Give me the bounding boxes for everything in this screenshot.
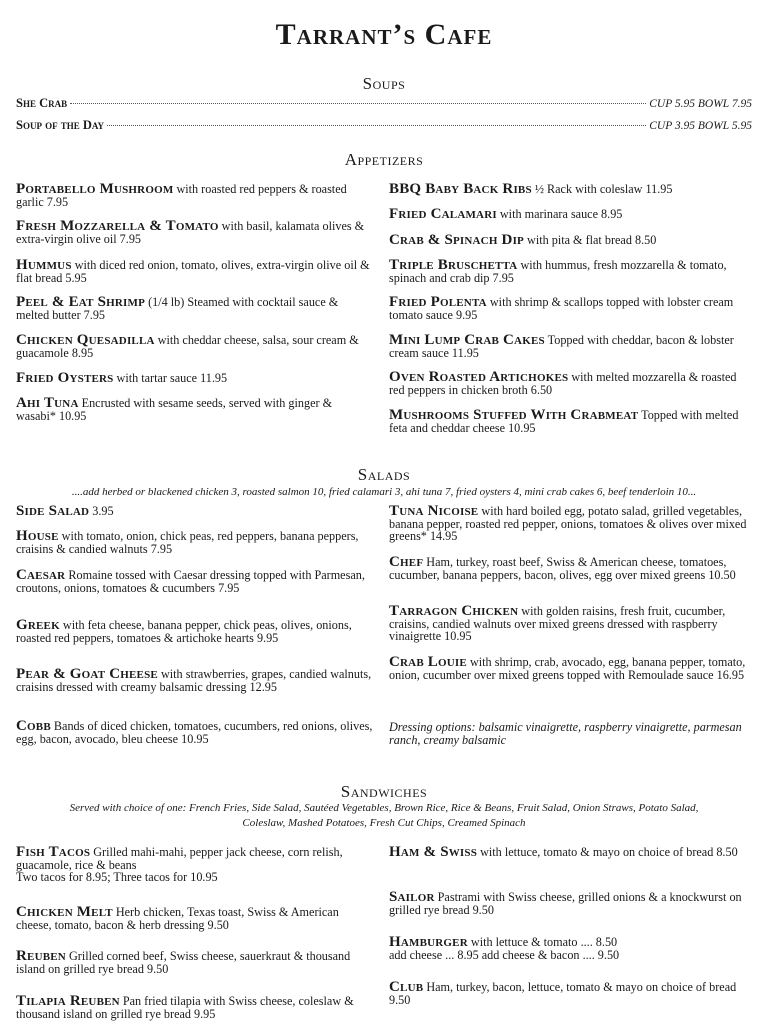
item-desc: Pan fried tilapia with Swiss cheese, coleslaw & thousand island on grilled rye bread 9.95 xyxy=(16,994,354,1021)
dot-leader xyxy=(70,103,646,104)
menu-item xyxy=(389,891,753,916)
menu-item xyxy=(389,936,753,961)
item-name: Tarragon Chicken xyxy=(389,603,519,619)
sandwiches-sides-note: Served with choice of one: French Fries, Side Salad, Sautéed Vegetables, Brown Rice, Rice & Beans, Fruit Salad, Onion Straws, Potato Salad, xyxy=(69,802,699,814)
menu-item xyxy=(16,505,374,518)
item-desc: Ham, turkey, bacon, lettuce, tomato & mayo on choice of bread 9.50 xyxy=(389,980,737,1007)
item-desc: with marinara sauce 8.95 xyxy=(496,207,623,221)
menu-item xyxy=(16,906,374,931)
item-desc: Grilled corned beef, Swiss cheese, sauerkraut & thousand island on grilled rye bread 9.50 xyxy=(16,949,351,976)
item-name: Peel & Eat Shrimp xyxy=(16,294,146,310)
item-name: Ham & Swiss xyxy=(389,844,478,860)
soup-price: CUP 3.95 BOWL 5.95 xyxy=(649,120,752,132)
item-desc: with pita & flat bread 8.50 xyxy=(523,233,657,247)
item-name: Fried Calamari xyxy=(389,206,497,222)
menu-item xyxy=(16,619,374,644)
sandwiches-sides-note: Coleslaw, Mashed Potatoes, Fresh Cut Chips, Creamed Spinach xyxy=(242,817,526,829)
item-desc: Grilled mahi-mahi, pepper jack cheese, corn relish, guacamole, rice & beans xyxy=(16,845,343,872)
item-name: Pear & Goat Cheese xyxy=(16,666,158,682)
menu-item xyxy=(16,220,374,245)
menu-item xyxy=(389,208,753,221)
item-desc: Bands of diced chicken, tomatoes, cucumbers, red onions, olives, egg, bacon, avocado, bleu cheese 10.95 xyxy=(16,719,373,746)
item-name: Chicken Melt xyxy=(16,904,113,920)
item-desc: 3.95 xyxy=(89,504,114,518)
item-name: Side Salad xyxy=(16,503,90,519)
item-name: House xyxy=(16,528,59,544)
menu-item xyxy=(16,183,374,208)
menu-item xyxy=(389,605,753,643)
menu-item xyxy=(389,656,753,681)
item-desc: Encrusted with sesame seeds, served with ginger & wasabi* 10.95 xyxy=(16,396,333,423)
item-name: BBQ Baby Back Ribs xyxy=(389,181,532,197)
item-name: Mini Lump Crab Cakes xyxy=(389,332,545,348)
item-desc: Herb chicken, Texas toast, Swiss & American cheese, tomato, bacon & herb dressing 9.50 xyxy=(16,905,339,932)
menu-title: Tarrant’s Cafe xyxy=(275,18,493,51)
menu-item xyxy=(16,950,374,975)
item-name: Crab Louie xyxy=(389,654,467,670)
item-desc: with roasted red peppers & roasted garlic 7.95 xyxy=(16,182,347,209)
soup-price: CUP 5.95 BOWL 7.95 xyxy=(649,98,752,110)
menu-item xyxy=(389,259,753,284)
soup-row xyxy=(16,96,752,112)
menu-item xyxy=(389,234,753,247)
item-name: Fried Polenta xyxy=(389,294,487,310)
item-extra: add cheese ... 8.95 add cheese & bacon .... 9.50 xyxy=(389,947,620,962)
dressing-options: Dressing options: balsamic vinaigrette, raspberry vinaigrette, parmesan ranch, creamy balsamic xyxy=(389,720,742,747)
item-desc: with hummus, fresh mozzarella & tomato, spinach and crab dip 7.95 xyxy=(389,258,727,285)
item-desc: with melted mozzarella & roasted red peppers in chicken broth 6.50 xyxy=(389,370,737,397)
salads-heading: Salads xyxy=(357,465,411,484)
menu-item xyxy=(389,409,753,434)
sandwiches-heading: Sandwiches xyxy=(340,782,428,801)
item-desc: Pastrami with Swiss cheese, grilled onions & a knockwurst on grilled rye bread 9.50 xyxy=(389,890,742,917)
item-desc: with hard boiled egg, potato salad, grilled vegetables, banana pepper, roasted red pepper, onions, tomatoes & olives over mixed greens* 14.95 xyxy=(389,504,747,543)
menu-item xyxy=(16,668,374,693)
item-name: Fresh Mozzarella & Tomato xyxy=(16,218,219,234)
item-desc: with strawberries, grapes, candied walnuts, craisins dressed with creamy balsamic dressing 12.95 xyxy=(16,667,372,694)
item-name: Caesar xyxy=(16,567,66,583)
item-desc: (1/4 lb) Steamed with cocktail sauce & melted butter 7.95 xyxy=(16,295,339,322)
menu-item xyxy=(16,995,374,1020)
item-desc: with tomato, onion, chick peas, red peppers, banana peppers, craisins & candied walnuts 7.95 xyxy=(16,529,359,556)
menu-item xyxy=(389,371,753,396)
menu-item xyxy=(389,556,753,581)
item-desc: with shrimp, crab, avocado, egg, banana pepper, tomato, onion, cucumber over mixed greens topped with Remoulade sauce 16.95 xyxy=(389,655,746,682)
menu-item xyxy=(389,334,753,359)
item-name: Cobb xyxy=(16,718,51,734)
item-name: Tilapia Reuben xyxy=(16,993,120,1009)
item-desc: with lettuce & tomato .... 8.50 xyxy=(467,935,618,949)
item-name: Fish Tacos xyxy=(16,844,91,860)
item-name: Hamburger xyxy=(389,934,468,950)
item-name: Oven Roasted Artichokes xyxy=(389,369,569,385)
item-name: Chef xyxy=(389,554,424,570)
menu-item xyxy=(16,530,374,555)
soups-heading: Soups xyxy=(362,74,406,93)
item-name: Triple Bruschetta xyxy=(389,257,518,273)
menu-item xyxy=(16,569,374,594)
item-name: Sailor xyxy=(389,889,435,905)
item-desc: Topped with melted feta and cheddar cheese 10.95 xyxy=(389,408,739,435)
item-extra: Two tacos for 8.95; Three tacos for 10.95 xyxy=(16,870,218,884)
item-desc: Topped with cheddar, bacon & lobster cream sauce 11.95 xyxy=(389,333,734,360)
item-name: Ahi Tuna xyxy=(16,395,79,411)
menu-item xyxy=(16,397,374,422)
item-name: Crab & Spinach Dip xyxy=(389,232,524,248)
item-name: Fried Oysters xyxy=(16,370,114,386)
item-name: Hummus xyxy=(16,257,72,273)
item-desc: Ham, turkey, roast beef, Swiss & American cheese, tomatoes, cucumber, banana peppers, bacon, olives, egg over mixed greens 10.50 xyxy=(389,555,736,582)
menu-item xyxy=(389,846,753,859)
item-desc: with lettuce, tomato & mayo on choice of bread 8.50 xyxy=(477,845,738,859)
item-name: Mushrooms Stuffed With Crabmeat xyxy=(389,407,639,423)
item-name: Club xyxy=(389,979,424,995)
item-desc: with diced red onion, tomato, olives, extra-virgin olive oil & flat bread 5.95 xyxy=(16,258,370,285)
item-desc: with cheddar cheese, salsa, sour cream & guacamole 8.95 xyxy=(16,333,359,360)
menu-item xyxy=(389,505,753,543)
item-name: Tuna Nicoise xyxy=(389,503,479,519)
item-desc: with tartar sauce 11.95 xyxy=(113,371,228,385)
salads-addon-note: ....add herbed or blackened chicken 3, roasted salmon 10, fried calamari 3, ahi tuna 7, fried oysters 4, mini crab cakes 6, beef tenderloin 10... xyxy=(71,486,697,498)
item-name: Greek xyxy=(16,617,60,633)
menu-item xyxy=(16,846,374,884)
menu-item xyxy=(389,183,753,196)
menu-item xyxy=(389,296,753,321)
menu-item xyxy=(16,296,374,321)
menu-item xyxy=(389,981,753,1006)
item-desc: with feta cheese, banana pepper, chick peas, olives, onions, roasted red peppers, tomatoes & artichoke hearts 9.95 xyxy=(16,618,352,645)
item-desc: with basil, kalamata olives & extra-virgin olive oil 7.95 xyxy=(16,219,365,246)
item-desc: Romaine tossed with Caesar dressing topped with Parmesan, croutons, onions, tomatoes & cucumbers 7.95 xyxy=(16,568,365,595)
item-desc: with golden raisins, fresh fruit, cucumber, craisins, candied walnuts over mixed greens dressed with raspberry vinaigrette 10.95 xyxy=(389,604,726,643)
menu-item xyxy=(16,259,374,284)
menu-item xyxy=(16,720,380,745)
appetizers-heading: Appetizers xyxy=(344,150,424,169)
menu-item xyxy=(16,372,374,385)
soup-name: She Crab xyxy=(16,96,68,110)
item-desc: ½ Rack with coleslaw 11.95 xyxy=(531,182,673,196)
soup-name: Soup of the Day xyxy=(16,118,105,132)
menu-item xyxy=(16,334,374,359)
item-name: Reuben xyxy=(16,948,66,964)
item-desc: with shrimp & scallops topped with lobster cream tomato sauce 9.95 xyxy=(389,295,734,322)
soup-row xyxy=(16,118,752,134)
item-name: Portabello Mushroom xyxy=(16,181,174,197)
dot-leader xyxy=(107,125,646,126)
item-name: Chicken Quesadilla xyxy=(16,332,155,348)
